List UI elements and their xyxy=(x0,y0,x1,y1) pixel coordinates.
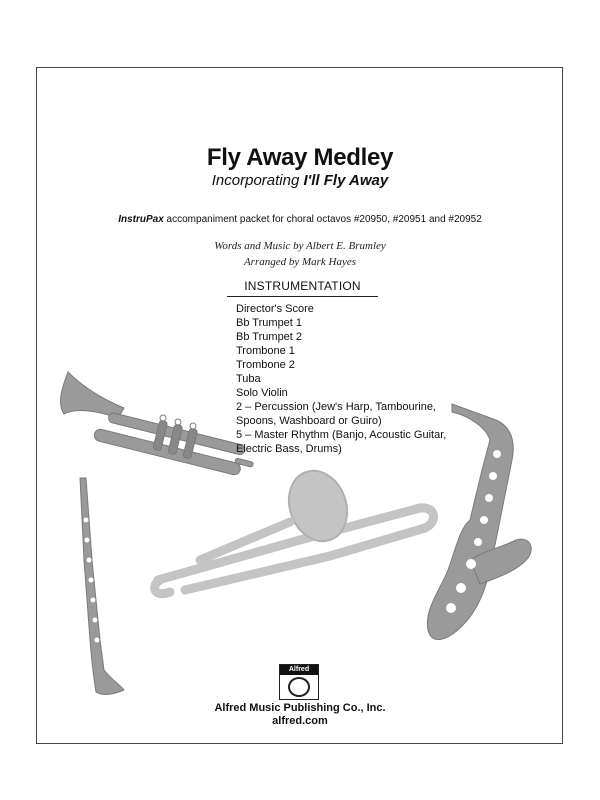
logo-mark-icon xyxy=(288,677,310,697)
credits xyxy=(0,238,600,270)
packet-text: accompaniment packet for choral octavos #20950, #20951 and #20952 xyxy=(163,214,482,225)
trombone-icon xyxy=(155,463,434,594)
words-music-credit: Words and Music by Albert E. Brumley xyxy=(214,240,386,252)
instrument-item: Bb Trumpet 2 xyxy=(236,331,303,343)
subtitle xyxy=(0,172,600,189)
subtitle-prefix: Incorporating xyxy=(211,172,304,189)
alfred-logo xyxy=(279,664,319,700)
instrument-item: 5 – Master Rhythm (Banjo, Acoustic Guitar, Electric Bass, Drums) xyxy=(236,429,447,455)
clarinet-icon xyxy=(80,478,124,694)
publisher-name: Alfred Music Publishing Co., Inc. xyxy=(214,702,386,714)
instrument-item: Tuba xyxy=(236,373,261,385)
instrument-item: Bb Trumpet 1 xyxy=(236,317,303,329)
instrument-item: Trombone 2 xyxy=(236,359,295,371)
instrument-item: Director's Score xyxy=(236,303,314,315)
instrument-item: Trombone 1 xyxy=(236,345,295,357)
logo-label: Alfred xyxy=(280,665,318,675)
arranger-credit: Arranged by Mark Hayes xyxy=(243,256,357,268)
instrumentation-heading: INSTRUMENTATION xyxy=(227,279,378,297)
publisher-website: alfred.com xyxy=(272,715,328,727)
packet-description xyxy=(0,214,600,225)
publisher-info xyxy=(0,702,600,728)
trumpet-icon xyxy=(61,372,254,476)
instrument-item: 2 – Percussion (Jew's Harp, Tambourine, Spoons, Washboard or Guiro) xyxy=(236,401,436,427)
instrumentation-list xyxy=(236,302,476,456)
packet-brand: InstruPax xyxy=(118,214,164,225)
instrument-item: Solo Violin xyxy=(236,387,288,399)
subtitle-song: I'll Fly Away xyxy=(303,172,389,189)
page-title: Fly Away Medley xyxy=(206,144,394,171)
